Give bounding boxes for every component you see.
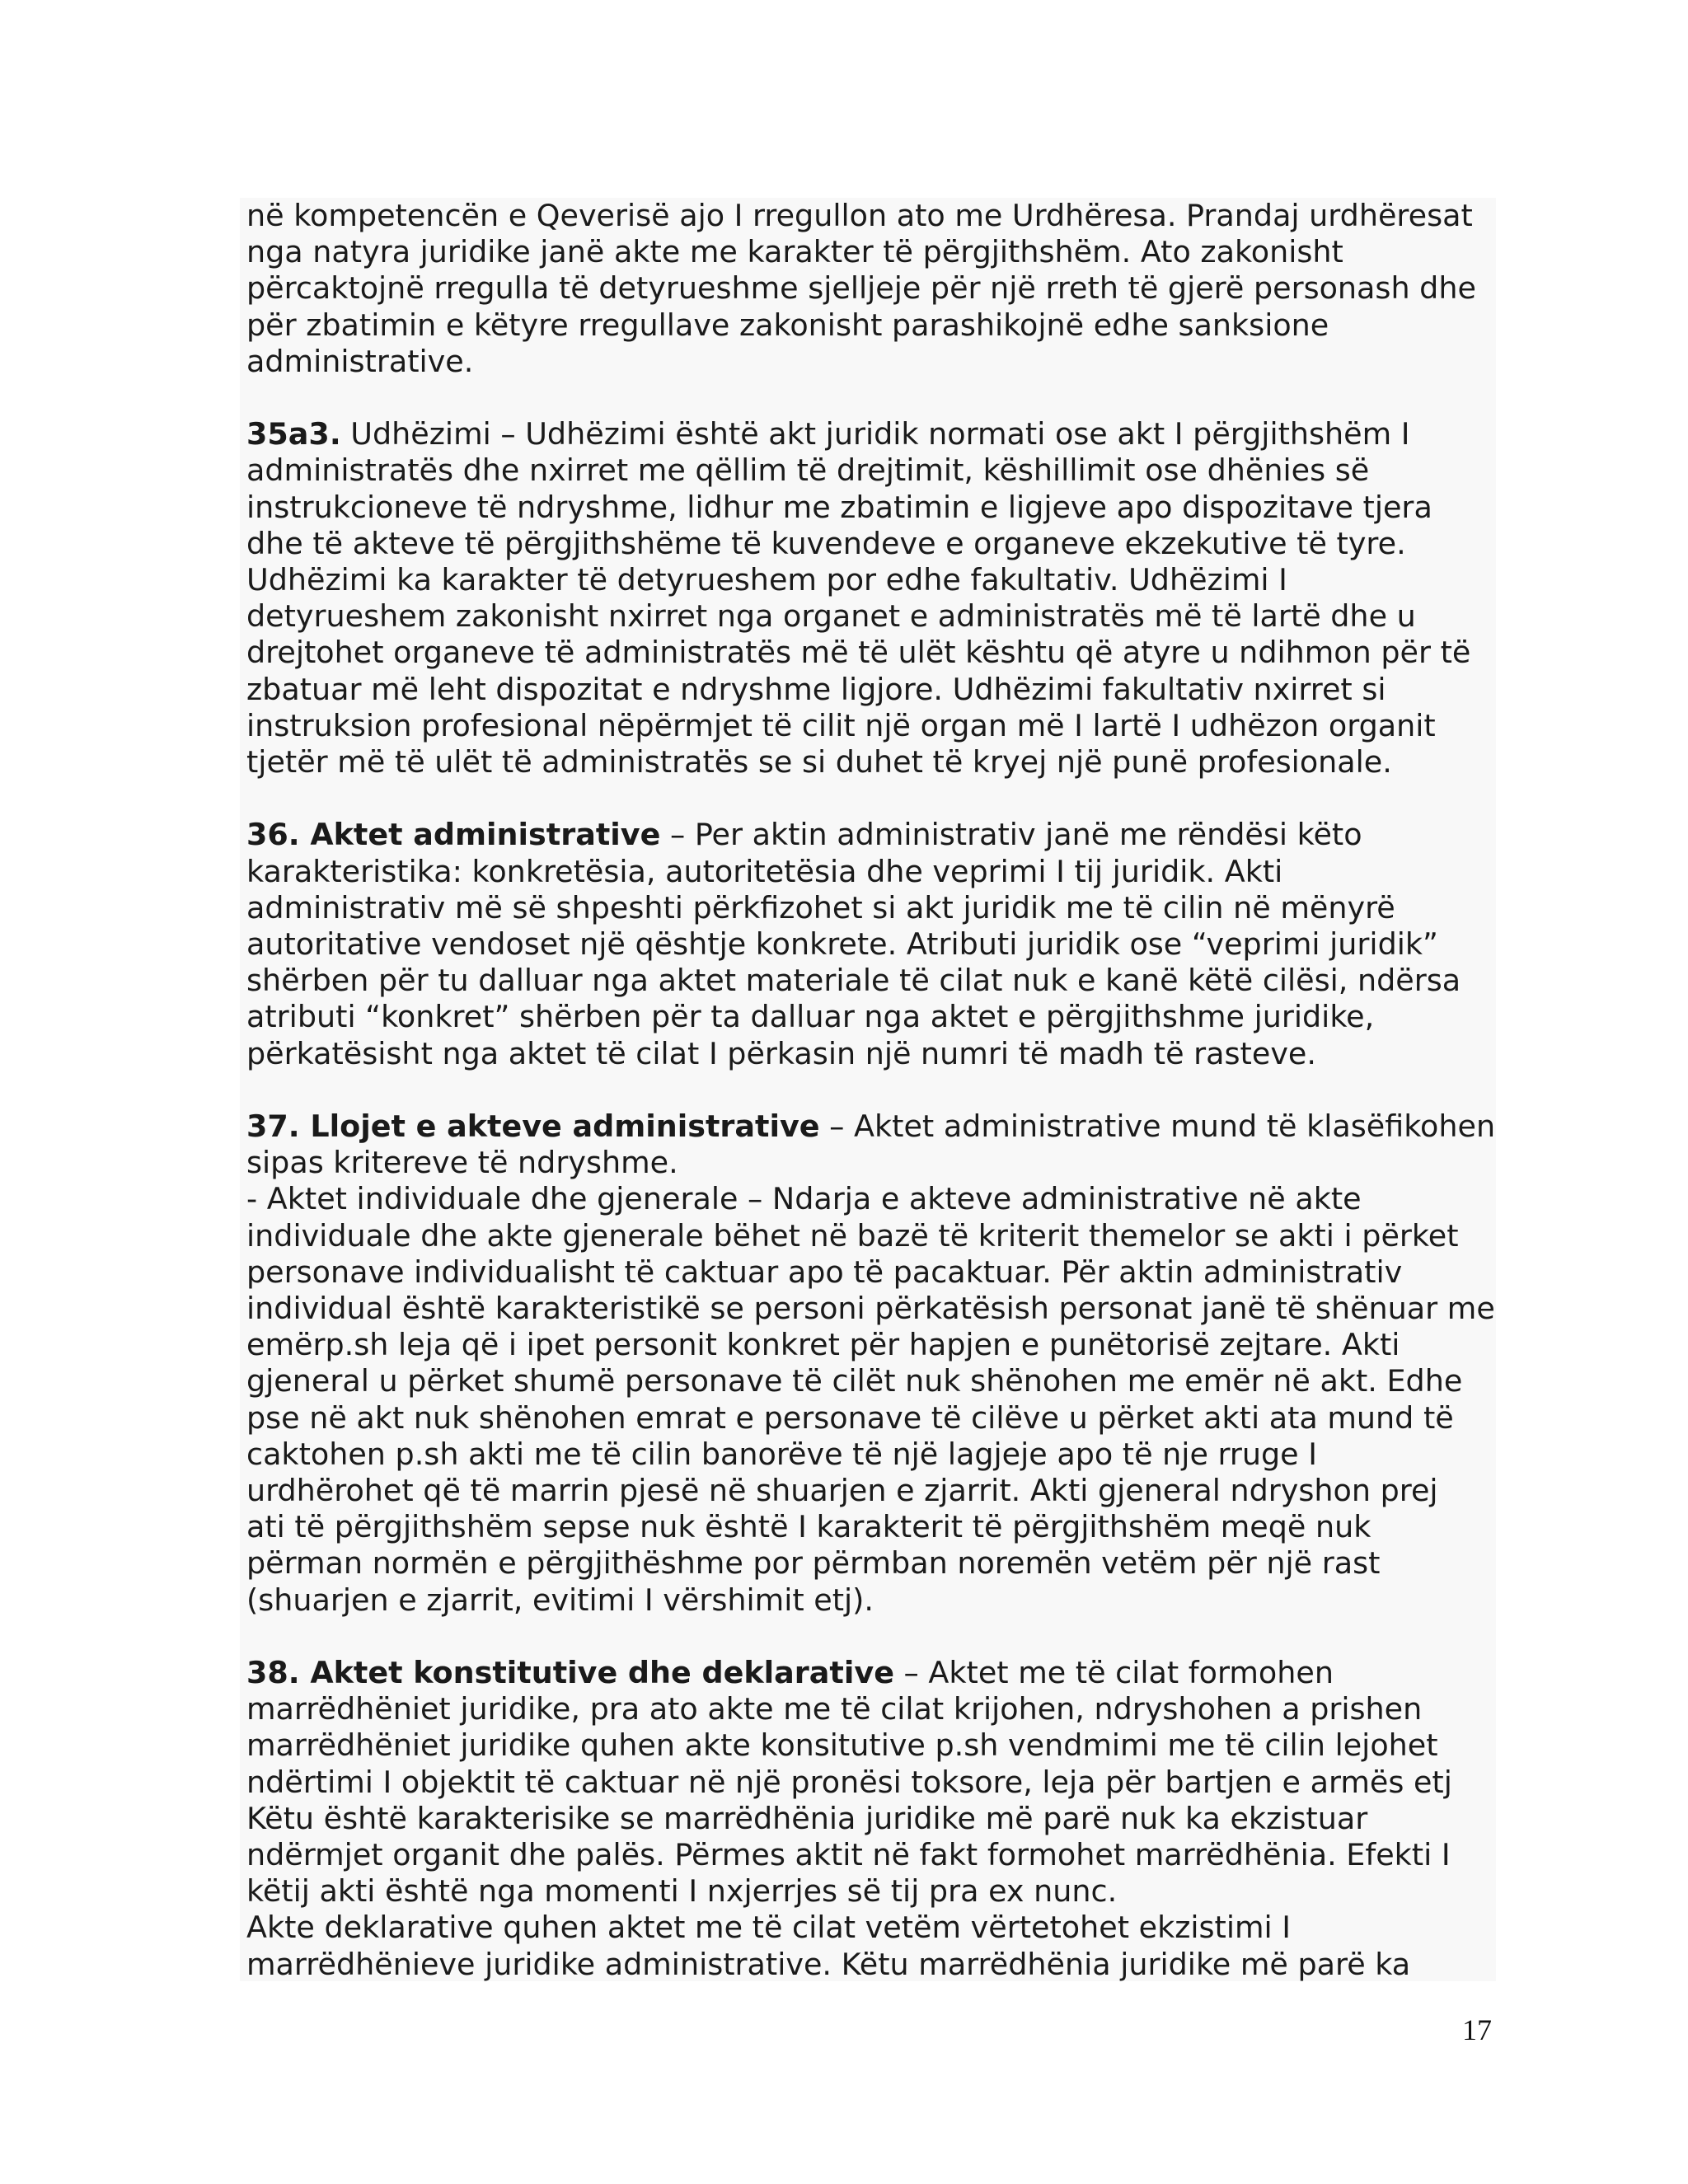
paragraph-spacer [246,1619,1489,1655]
text-line: emërp.sh leja që i ipet personit konkret për hapjen e punëtorisë zejtare. Akti [246,1327,1400,1363]
text-line: Akte deklarative quhen aktet me të cilat vetëm vërtetohet ekzistimi I [246,1910,1292,1946]
text-line: personave individualisht të caktuar apo të pacaktuar. Për aktin administrativ [246,1254,1403,1290]
text-line: përcaktojnë rregulla të detyrueshme sjelljeje për një rreth të gjerë personash dhe [246,270,1476,307]
text-line: administrativ më së shpeshti përkfizohet si akt juridik me të cilin në mënyrë [246,889,1395,926]
section-38 [246,1655,1489,1981]
section-heading: 38. Aktet konstitutive dhe deklarative [246,1655,894,1691]
text-line: nga natyra juridike janë akte me karakter të përgjithshëm. Ato zakonisht [246,234,1343,270]
text-line: individuale dhe akte gjenerale bëhet në bazë të kriterit themelor se akti i përket [246,1217,1459,1254]
section-first-line [246,416,1489,452]
text-line: urdhërohet që të marrin pjesë në shuarjen e zjarrit. Akti gjeneral ndryshon prej [246,1473,1438,1509]
section-heading: 35a3. [246,416,341,452]
text-line: për zbatimin e këtyre rregullave zakonisht parashikojnë edhe sanksione [246,307,1329,343]
text-line: përkatësisht nga aktet të cilat I përkasin një numri të madh të rasteve. [246,1035,1316,1071]
section-heading: 36. Aktet administrative [246,817,661,853]
text-line: individual është karakteristikë se personi përkatësish personat janë të shënuar me [246,1291,1495,1327]
text-line: tjetër më të ulët të administratës se si duhet të kryej një punë profesionale. [246,744,1392,780]
text-line: pse në akt nuk shënohen emrat e personave të cilëve u përket akti ata mund të [246,1399,1454,1436]
section-37 [246,1108,1496,1619]
text-line: shërben për tu dalluar nga aktet materiale të cilat nuk e kanë këtë cilësi, ndërsa [246,963,1461,999]
text-line: marrëdhënieve juridike administrative. Këtu marrëdhënia juridike më parë ka [246,1946,1411,1981]
text-line: këtij akti është nga momenti I nxjerrjes së tij pra ex nunc. [246,1873,1118,1910]
section-35a3 [246,416,1489,780]
text-line: - Aktet individuale dhe gjenerale – Ndarja e akteve administrative në akte [246,1181,1362,1217]
text-line: ndërtimi I objektit të caktuar në një pronësi toksore, leja për bartjen e armës etj [246,1764,1452,1800]
section-first-line [246,817,1489,853]
text-line: caktohen p.sh akti me të cilin banorëve të një lagjeje apo të nje rruge I [246,1436,1317,1472]
text-line: drejtohet organeve të administratës më të ulët kështu që atyre u ndihmon për të [246,635,1471,671]
text-line: instrukcioneve të ndryshme, lidhur me zbatimin e ligjeve apo dispozitave tjera [246,489,1432,525]
text-line: gjeneral u përket shumë personave të cilët nuk shënohen me emër në akt. Edhe [246,1363,1463,1399]
text-line: marrëdhëniet juridike, pra ato akte me të cilat krijohen, ndryshohen a prishen [246,1691,1423,1727]
section-first-line-text: Udhëzimi – Udhëzimi është akt juridik normati ose akt I përgjithshëm I [340,416,1410,452]
text-line: ati të përgjithshëm sepse nuk është I karakterit të përgjithshëm meqë nuk [246,1509,1372,1545]
text-line: (shuarjen e zjarrit, evitimi I vërshimit etj). [246,1582,874,1618]
text-line: zbatuar më leht dispozitat e ndryshme ligjore. Udhëzimi fakultativ nxirret si [246,671,1386,707]
text-line: dhe të akteve të përgjithshëme të kuvendeve e organeve ekzekutive të tyre. [246,525,1406,561]
text-line: ndërmjet organit dhe palës. Përmes aktit në fakt formohet marrëdhënia. Efekti I [246,1837,1451,1873]
paragraph-spacer [246,380,1489,416]
text-line: administrative. [246,343,474,379]
text-line: sipas kritereve të ndryshme. [246,1145,678,1181]
section-first-line [246,1108,1496,1145]
text-line: marrëdhëniet juridike quhen akte konsitutive p.sh vendmimi me të cilin lejohet [246,1727,1438,1764]
section-heading: 37. Llojet e akteve administrative [246,1108,820,1145]
section-first-line-text: – Per aktin administrativ janë me rëndësi këto [660,817,1362,853]
page-number: 17 [1462,2013,1492,2046]
paragraph-spacer [246,780,1489,817]
paragraph-spacer [246,1072,1489,1108]
text-line: në kompetencën e Qeverisë ajo I rregullon ato me Urdhëresa. Prandaj urdhëresat [246,198,1473,233]
text-line: Udhëzimi ka karakter të detyrueshem por edhe fakultativ. Udhëzimi I [246,562,1287,598]
document-text-block [240,198,1496,1981]
section-36 [246,817,1489,1071]
intro-paragraph [246,198,1489,380]
text-line: administratës dhe nxirret me qëllim të drejtimit, këshillimit ose dhënies së [246,452,1370,489]
section-first-line-text: – Aktet administrative mund të klasëfikohen [819,1108,1496,1145]
text-line: Këtu është karakterisike se marrëdhënia juridike më parë nuk ka ekzistuar [246,1800,1368,1836]
text-line: përman normën e përgjithëshme por përmban noremën vetëm për një rast [246,1545,1381,1582]
text-line: instruksion profesional nëpërmjet të cilit një organ më I lartë I udhëzon organit [246,707,1436,743]
text-line: atributi “konkret” shërben për ta dalluar nga aktet e përgjithshme juridike, [246,999,1375,1035]
text-line: detyrueshem zakonisht nxirret nga organet e administratës më të lartë dhe u [246,598,1416,635]
section-first-line-text: – Aktet me të cilat formohen [893,1655,1334,1691]
section-first-line [246,1655,1489,1691]
text-line: karakteristika: konkretësia, autoritetësia dhe veprimi I tij juridik. Akti [246,853,1283,889]
text-line: autoritative vendoset një qështje konkrete. Atributi juridik ose “veprimi juridik” [246,926,1438,963]
